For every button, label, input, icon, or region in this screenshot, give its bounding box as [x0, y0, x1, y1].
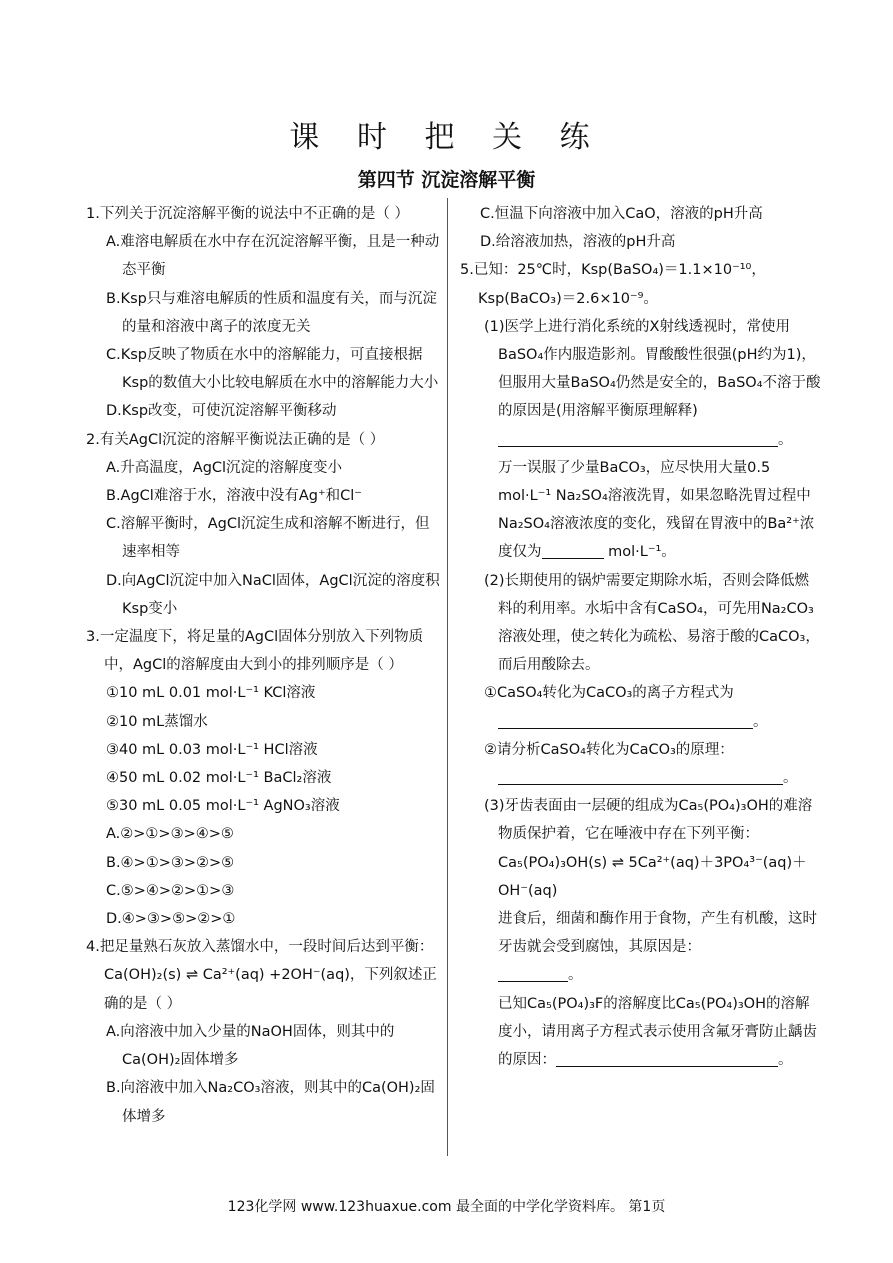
right_lines-line: [460, 708, 822, 736]
line-text: (1)医学上进行消化系统的X射线透视时，常使用BaSO₄作内服造影剂。胃酸酸性很强(pH约为1)，但服用大量BaSO₄仍然是安全的，BaSO₄不溶于酸的原因是(用溶解平衡原理解释): [484, 318, 821, 420]
left_lines-line: [86, 228, 442, 284]
line-text: (2)长期使用的锅炉需要定期除水垢，否则会降低燃料的利用率。水垢中含有CaSO₄，可先用Na₂CO₃溶液处理，使之转化为疏松、易溶于酸的CaCO₃，而后用酸除去。: [484, 572, 820, 674]
line-text: C.恒温下向溶液中加入CaO，溶液的pH升高: [480, 206, 763, 222]
right_lines-line: [460, 792, 822, 848]
line-text: 1.下列关于沉淀溶解平衡的说法中不正确的是（ ）: [86, 206, 409, 222]
line-text: A.②>①>③>④>⑤: [106, 826, 234, 843]
line-text: B.AgCl难溶于水，溶液中没有Ag⁺和Cl⁻: [106, 488, 362, 505]
line-suffix: 。: [778, 431, 793, 448]
left_lines-line: [86, 482, 442, 510]
left_lines-line: [86, 397, 442, 425]
line-text: 4.把足量熟石灰放入蒸馏水中，一段时间后达到平衡：Ca(OH)₂(s) ⇌ Ca²⁺(aq) +2OH⁻(aq)，下列叙述正确的是（ ）: [86, 939, 437, 1012]
line-text: Ca₅(PO₄)₃OH(s) ⇌ 5Ca²⁺(aq)＋3PO₄³⁻(aq)＋OH⁻(aq): [498, 854, 807, 899]
line-text: C.溶解平衡时，AgCl沉淀生成和溶解不断进行，但速率相等: [106, 516, 430, 561]
right_lines-line: [460, 567, 822, 680]
right_lines-line: [460, 764, 822, 792]
line-text: ③40 mL 0.03 mol·L⁻¹ HCl溶液: [106, 741, 318, 758]
answer-blank[interactable]: [542, 540, 604, 559]
line-text: 5.已知：25℃时，Ksp(BaSO₄)＝1.1×10⁻¹⁰，Ksp(BaCO₃)＝2.6×10⁻⁹。: [460, 262, 766, 307]
line-text: ①CaSO₄转化为CaCO₃的离子方程式为: [484, 685, 734, 702]
line-text: 已知Ca₅(PO₄)₃F的溶解度比Ca₅(PO₄)₃OH的溶解度小，请用离子方程式表示使用含氟牙膏防止龋齿的原因：: [498, 995, 817, 1069]
left_lines-line: [86, 820, 442, 848]
left_lines-line: [86, 792, 442, 820]
right_lines-line: [460, 200, 822, 228]
right_lines-line: [460, 679, 822, 707]
right_lines-line: [460, 313, 822, 454]
left_lines-line: [86, 454, 442, 482]
left_lines-line: [86, 905, 442, 933]
left_lines-line: [86, 1018, 442, 1074]
line-text: ②10 mL蒸馏水: [106, 713, 208, 730]
left_lines-line: [86, 877, 442, 905]
right-column: [460, 200, 822, 1074]
answer-blank[interactable]: [556, 1048, 778, 1067]
line-text: D.④>③>⑤>②>①: [106, 911, 236, 928]
line-text: B.Ksp只与难溶电解质的性质和温度有关，而与沉淀的量和溶液中离子的浓度无关: [106, 290, 437, 335]
line-text: A.难溶电解质在水中存在沉淀溶解平衡，且是一种动态平衡: [106, 234, 440, 279]
left_lines-line: [86, 341, 442, 397]
right_lines-line: [460, 990, 822, 1075]
line-text: 2.有关AgCl沉淀的溶解平衡说法正确的是（ ）: [86, 431, 385, 448]
line-suffix: 。: [778, 1052, 793, 1069]
left_lines-line: [86, 708, 442, 736]
line-text: B.向溶液中加入Na₂CO₃溶液，则其中的Ca(OH)₂固体增多: [106, 1080, 435, 1125]
line-text: D.向AgCl沉淀中加入NaCl固体，AgCl沉淀的溶度积Ksp变小: [106, 572, 440, 617]
left_lines-line: [86, 933, 442, 1018]
page-footer: 123化学网 www.123huaxue.com 最全面的中学化学资料库。 第1页: [227, 1199, 666, 1215]
left_lines-line: [86, 623, 442, 679]
answer-blank[interactable]: [498, 428, 778, 447]
right_lines-line: [460, 454, 822, 567]
column-divider: [447, 198, 448, 1156]
line-text: B.④>①>③>②>⑤: [106, 854, 235, 871]
line-text: ④50 mL 0.02 mol·L⁻¹ BaCl₂溶液: [106, 770, 332, 787]
left_lines-line: [86, 1074, 442, 1130]
left-column: [86, 200, 442, 1131]
left_lines-line: [86, 849, 442, 877]
line-text: D.给溶液加热，溶液的pH升高: [480, 234, 676, 251]
section-subtitle: 第四节 沉淀溶解平衡: [357, 169, 536, 191]
line-text: ⑤30 mL 0.05 mol·L⁻¹ AgNO₃溶液: [106, 798, 340, 815]
line-text: 进食后，细菌和酶作用于食物，产生有机酸，这时牙齿就会受到腐蚀，其原因是：: [498, 911, 817, 956]
right_lines-line: [460, 256, 822, 312]
line-text: C.Ksp反映了物质在水中的溶解能力，可直接根据Ksp的数值大小比较电解质在水中的溶解能力大小: [106, 347, 439, 392]
answer-blank[interactable]: [498, 766, 783, 785]
line-text: 3.一定温度下，将足量的AgCl固体分别放入下列物质中，AgCl的溶解度由大到小的排列顺序是（ ）: [86, 629, 424, 674]
line-suffix: 。: [568, 967, 583, 984]
line-suffix: 。: [753, 713, 768, 730]
left_lines-line: [86, 510, 442, 566]
right_lines-line: [460, 905, 822, 961]
line-suffix: 。: [783, 770, 798, 787]
line-text: D.Ksp改变，可使沉淀溶解平衡移动: [106, 403, 337, 420]
line-text: (3)牙齿表面由一层硬的组成为Ca₅(PO₄)₃OH的难溶物质保护着，它在唾液中存在下列平衡：: [484, 798, 813, 843]
line-text: A.向溶液中加入少量的NaOH固体，则其中的Ca(OH)₂固体增多: [106, 1023, 395, 1069]
answer-blank[interactable]: [498, 710, 753, 729]
right_lines-line: [460, 228, 822, 256]
left_lines-line: [86, 736, 442, 764]
line-text: C.⑤>④>②>①>③: [106, 882, 235, 899]
left_lines-line: [86, 567, 442, 623]
left_lines-line: [86, 679, 442, 707]
line-suffix: mol·L⁻¹。: [603, 544, 676, 561]
left_lines-line: [86, 285, 442, 341]
line-text: ②请分析CaSO₄转化为CaCO₃的原理：: [484, 741, 734, 758]
line-text: 万一误服了少量BaCO₃，应尽快用大量0.5 mol·L⁻¹ Na₂SO₄溶液洗胃，如果忽略洗胃过程中Na₂SO₄溶液浓度的变化，残留在胃液中的Ba²⁺浓度仅为: [498, 459, 815, 561]
page-title: 课 时 把 关 练: [289, 120, 604, 155]
line-text: A.升高温度，AgCl沉淀的溶解度变小: [106, 459, 343, 476]
right_lines-line: [460, 849, 822, 905]
answer-blank[interactable]: [498, 963, 568, 982]
line-text: ①10 mL 0.01 mol·L⁻¹ KCl溶液: [106, 685, 316, 702]
right_lines-line: [460, 961, 822, 989]
left_lines-line: [86, 426, 442, 454]
right_lines-line: [460, 736, 822, 764]
left_lines-line: [86, 764, 442, 792]
left_lines-line: [86, 200, 442, 228]
